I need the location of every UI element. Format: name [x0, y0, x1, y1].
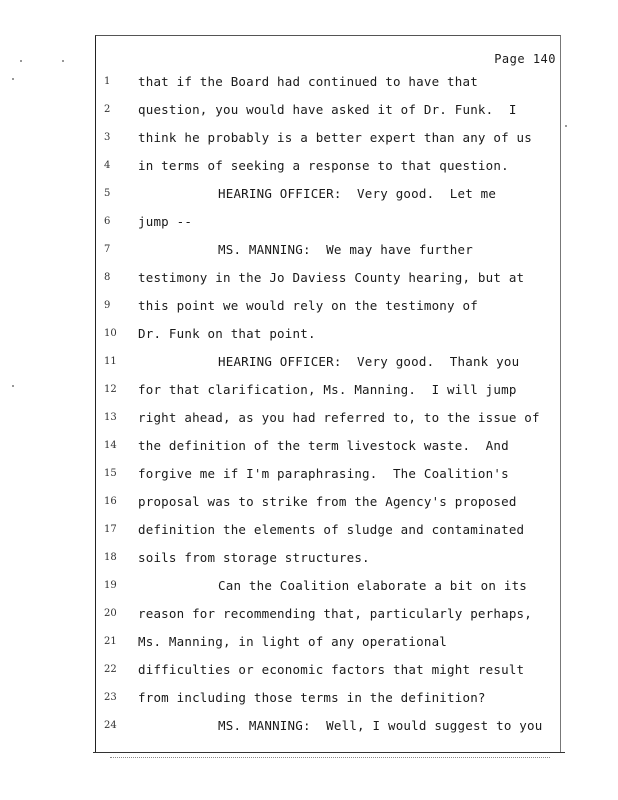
line-text: this point we would rely on the testimony of: [138, 298, 478, 313]
line-number: 23: [104, 692, 117, 703]
line-number: 10: [104, 328, 117, 339]
line-number: 6: [104, 216, 111, 227]
line-number: 12: [104, 384, 117, 395]
line-text: HEARING OFFICER: Very good. Thank you: [218, 354, 520, 369]
line-text: MS. MANNING: We may have further: [218, 242, 473, 257]
transcript-line: [0, 656, 618, 684]
line-text: think he probably is a better expert than any of us: [138, 130, 533, 145]
transcript-line: [0, 488, 618, 516]
transcript-line: [0, 320, 618, 348]
transcript-line: [0, 124, 618, 152]
transcript-line: [0, 348, 618, 376]
transcript-line: [0, 208, 618, 236]
line-text: that if the Board had continued to have that: [138, 74, 478, 89]
transcript-line: [0, 572, 618, 600]
line-text: Ms. Manning, in light of any operational: [138, 634, 448, 649]
transcript-line: [0, 236, 618, 264]
line-text: right ahead, as you had referred to, to the issue of: [138, 410, 540, 425]
transcript-line: [0, 96, 618, 124]
line-number: 3: [104, 132, 111, 143]
line-text: proposal was to strike from the Agency's proposed: [138, 494, 517, 509]
transcript-line: [0, 432, 618, 460]
line-number: 9: [104, 300, 111, 311]
line-text: soils from storage structures.: [138, 550, 370, 565]
line-number: 7: [104, 244, 111, 255]
line-number: 19: [104, 580, 117, 591]
line-number: 4: [104, 160, 111, 171]
line-number: 22: [104, 664, 117, 675]
transcript-line: [0, 152, 618, 180]
line-text: difficulties or economic factors that might result: [138, 662, 525, 677]
line-text: for that clarification, Ms. Manning. I will jump: [138, 382, 517, 397]
transcript-line: [0, 376, 618, 404]
transcript-line: [0, 544, 618, 572]
scan-speck: [20, 60, 22, 62]
transcript-line: [0, 460, 618, 488]
line-text: testimony in the Jo Daviess County hearing, but at: [138, 270, 525, 285]
transcript-line: [0, 516, 618, 544]
line-number: 17: [104, 524, 117, 535]
line-number: 14: [104, 440, 117, 451]
line-number: 21: [104, 636, 117, 647]
bottom-rule: [93, 752, 565, 753]
line-text: in terms of seeking a response to that question.: [138, 158, 509, 173]
transcript-line: [0, 404, 618, 432]
line-text: from including those terms in the definition?: [138, 690, 486, 705]
page-number: Page 140: [494, 52, 556, 66]
line-number: 5: [104, 188, 111, 199]
line-number: 20: [104, 608, 117, 619]
line-number: 18: [104, 552, 117, 563]
transcript-line: [0, 264, 618, 292]
transcript-line: [0, 68, 618, 96]
line-number: 8: [104, 272, 111, 283]
scan-speck: [62, 60, 64, 62]
transcript-line: [0, 292, 618, 320]
transcript-line: [0, 684, 618, 712]
line-text: HEARING OFFICER: Very good. Let me: [218, 186, 497, 201]
line-text: MS. MANNING: Well, I would suggest to you: [218, 718, 543, 733]
line-number: 24: [104, 720, 117, 731]
transcript-line: [0, 180, 618, 208]
line-text: reason for recommending that, particularly perhaps,: [138, 606, 533, 621]
line-text: forgive me if I'm paraphrasing. The Coalition's: [138, 466, 509, 481]
line-text: jump --: [138, 214, 193, 229]
line-text: the definition of the term livestock waste. And: [138, 438, 509, 453]
line-number: 15: [104, 468, 117, 479]
line-text: question, you would have asked it of Dr. Funk. I: [138, 102, 517, 117]
line-number: 16: [104, 496, 117, 507]
line-number: 2: [104, 104, 111, 115]
transcript-line: [0, 600, 618, 628]
line-number: 13: [104, 412, 117, 423]
line-text: Dr. Funk on that point.: [138, 326, 316, 341]
line-text: definition the elements of sludge and contaminated: [138, 522, 525, 537]
line-number: 11: [104, 356, 117, 367]
transcript-line: [0, 712, 618, 740]
bottom-dotted-rule: [110, 757, 550, 758]
transcript-line: [0, 628, 618, 656]
line-number: 1: [104, 76, 111, 87]
line-text: Can the Coalition elaborate a bit on its: [218, 578, 528, 593]
